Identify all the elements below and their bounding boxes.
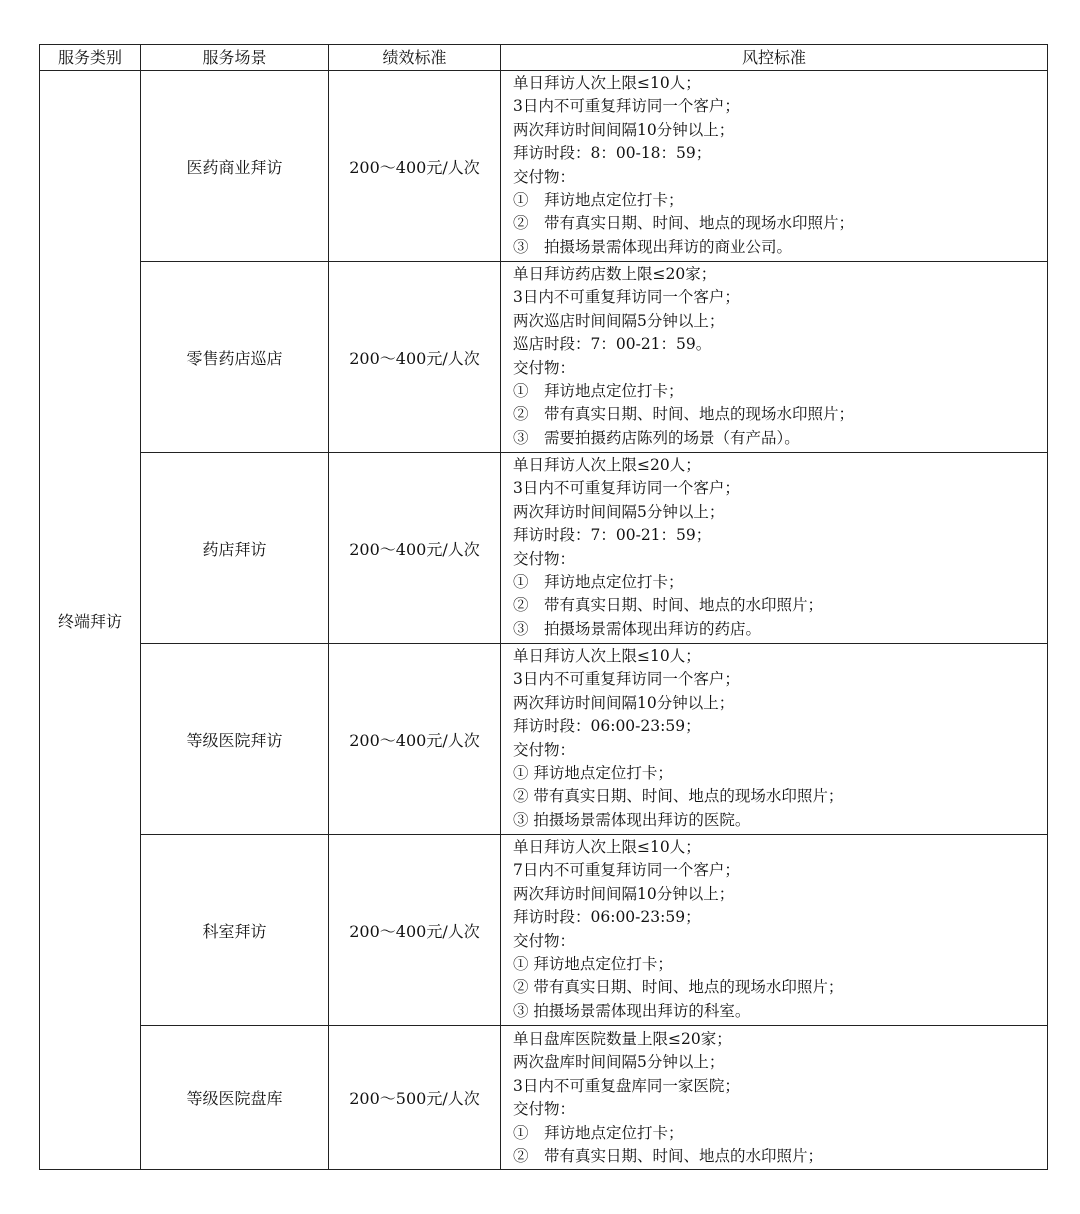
performance-cell: 200～400元/人次: [329, 835, 501, 1026]
table-row: [40, 644, 1048, 835]
scene-cell: 药店拜访: [141, 453, 329, 644]
risk-line: 3日内不可重复拜访同一个客户；: [513, 97, 740, 116]
risk-line: 单日拜访人次上限≤20人；: [513, 456, 701, 474]
performance-cell: 200～400元/人次: [329, 644, 501, 835]
table-row: [40, 71, 1048, 262]
risk-line: ③ 拍摄场景需体现出拜访的药店。: [513, 619, 762, 638]
risk-line: ② 带有真实日期、时间、地点的现场水印照片；: [513, 787, 844, 806]
risk-line: 交付物：: [513, 740, 576, 759]
header-risk: 风控标准: [501, 45, 1048, 71]
risk-line: ② 带有真实日期、时间、地点的现场水印照片；: [513, 214, 855, 233]
risk-line: ③ 需要拍摄药店陈列的场景（有产品）。: [513, 428, 800, 447]
risk-line: ① 拜访地点定位打卡；: [513, 954, 673, 973]
risk-line: 两次盘库时间间隔5分钟以上；: [513, 1053, 725, 1072]
risk-cell: [501, 644, 1048, 835]
risk-line: 单日拜访药店数上限≤20家；: [513, 265, 717, 283]
risk-line: 3日内不可重复拜访同一个客户；: [513, 288, 740, 307]
risk-line: 交付物：: [513, 931, 576, 950]
risk-line: 巡店时段：7：00-21：59。: [513, 335, 712, 354]
risk-line: ③ 拍摄场景需体现出拜访的商业公司。: [513, 237, 793, 256]
performance-cell: 200～500元/人次: [329, 1026, 501, 1170]
scene-cell: 医药商业拜访: [141, 71, 329, 262]
risk-line: 交付物：: [513, 1100, 576, 1119]
performance-cell: 200～400元/人次: [329, 262, 501, 453]
risk-line: 3日内不可重复拜访同一个客户；: [513, 670, 740, 689]
scene-cell: 等级医院盘库: [141, 1026, 329, 1170]
risk-line: 交付物：: [513, 358, 576, 377]
risk-line: ② 带有真实日期、时间、地点的现场水印照片；: [513, 405, 855, 424]
risk-line: 单日盘库医院数量上限≤20家；: [513, 1030, 732, 1048]
risk-line: ① 拜访地点定位打卡；: [513, 763, 673, 782]
scene-cell: 等级医院拜访: [141, 644, 329, 835]
table-row: [40, 262, 1048, 453]
risk-line: 7日内不可重复拜访同一个客户；: [513, 861, 740, 880]
performance-cell: 200～400元/人次: [329, 453, 501, 644]
risk-line: ① 拜访地点定位打卡；: [513, 190, 684, 209]
risk-line: 两次拜访时间间隔10分钟以上；: [513, 120, 735, 139]
risk-line: 单日拜访人次上限≤10人；: [513, 74, 701, 92]
risk-cell: [501, 262, 1048, 453]
risk-line: 两次拜访时间间隔10分钟以上；: [513, 884, 735, 903]
performance-cell: 200～400元/人次: [329, 71, 501, 262]
risk-line: 交付物：: [513, 549, 576, 568]
risk-line: ① 拜访地点定位打卡；: [513, 572, 684, 591]
risk-line: ① 拜访地点定位打卡；: [513, 381, 684, 400]
risk-cell: [501, 1026, 1048, 1170]
risk-cell: [501, 835, 1048, 1026]
risk-line: ③ 拍摄场景需体现出拜访的医院。: [513, 810, 751, 829]
risk-line: ③ 拍摄场景需体现出拜访的科室。: [513, 1001, 751, 1020]
table-row: [40, 1026, 1048, 1170]
service-standards-table: [39, 44, 1048, 1170]
risk-line: 两次拜访时间间隔10分钟以上；: [513, 693, 735, 712]
risk-line: ② 带有真实日期、时间、地点的水印照片；: [513, 1146, 824, 1165]
risk-line: ① 拜访地点定位打卡；: [513, 1123, 684, 1142]
risk-line: 单日拜访人次上限≤10人；: [513, 647, 701, 665]
scene-cell: 零售药店巡店: [141, 262, 329, 453]
scene-cell: 科室拜访: [141, 835, 329, 1026]
risk-cell: [501, 453, 1048, 644]
header-performance: 绩效标准: [329, 45, 501, 71]
risk-line: 两次拜访时间间隔5分钟以上；: [513, 502, 725, 521]
risk-line: 交付物：: [513, 167, 576, 186]
risk-line: 两次巡店时间间隔5分钟以上；: [513, 311, 725, 330]
risk-line: 拜访时段：06:00-23:59；: [513, 908, 701, 927]
header-scene: 服务场景: [141, 45, 329, 71]
risk-line: ② 带有真实日期、时间、地点的水印照片；: [513, 596, 824, 615]
table-row: [40, 453, 1048, 644]
risk-line: ② 带有真实日期、时间、地点的现场水印照片；: [513, 978, 844, 997]
table-header-row: [40, 45, 1048, 71]
category-cell: 终端拜访: [40, 71, 141, 1170]
risk-line: 拜访时段：06:00-23:59；: [513, 717, 701, 736]
risk-line: 拜访时段：7：00-21：59；: [513, 526, 712, 545]
risk-line: 单日拜访人次上限≤10人；: [513, 838, 701, 856]
risk-cell: [501, 71, 1048, 262]
risk-line: 3日内不可重复盘库同一家医院；: [513, 1076, 740, 1095]
header-category: 服务类别: [40, 45, 141, 71]
risk-line: 拜访时段：8：00-18：59；: [513, 144, 712, 163]
risk-line: 3日内不可重复拜访同一个客户；: [513, 479, 740, 498]
table-row: [40, 835, 1048, 1026]
